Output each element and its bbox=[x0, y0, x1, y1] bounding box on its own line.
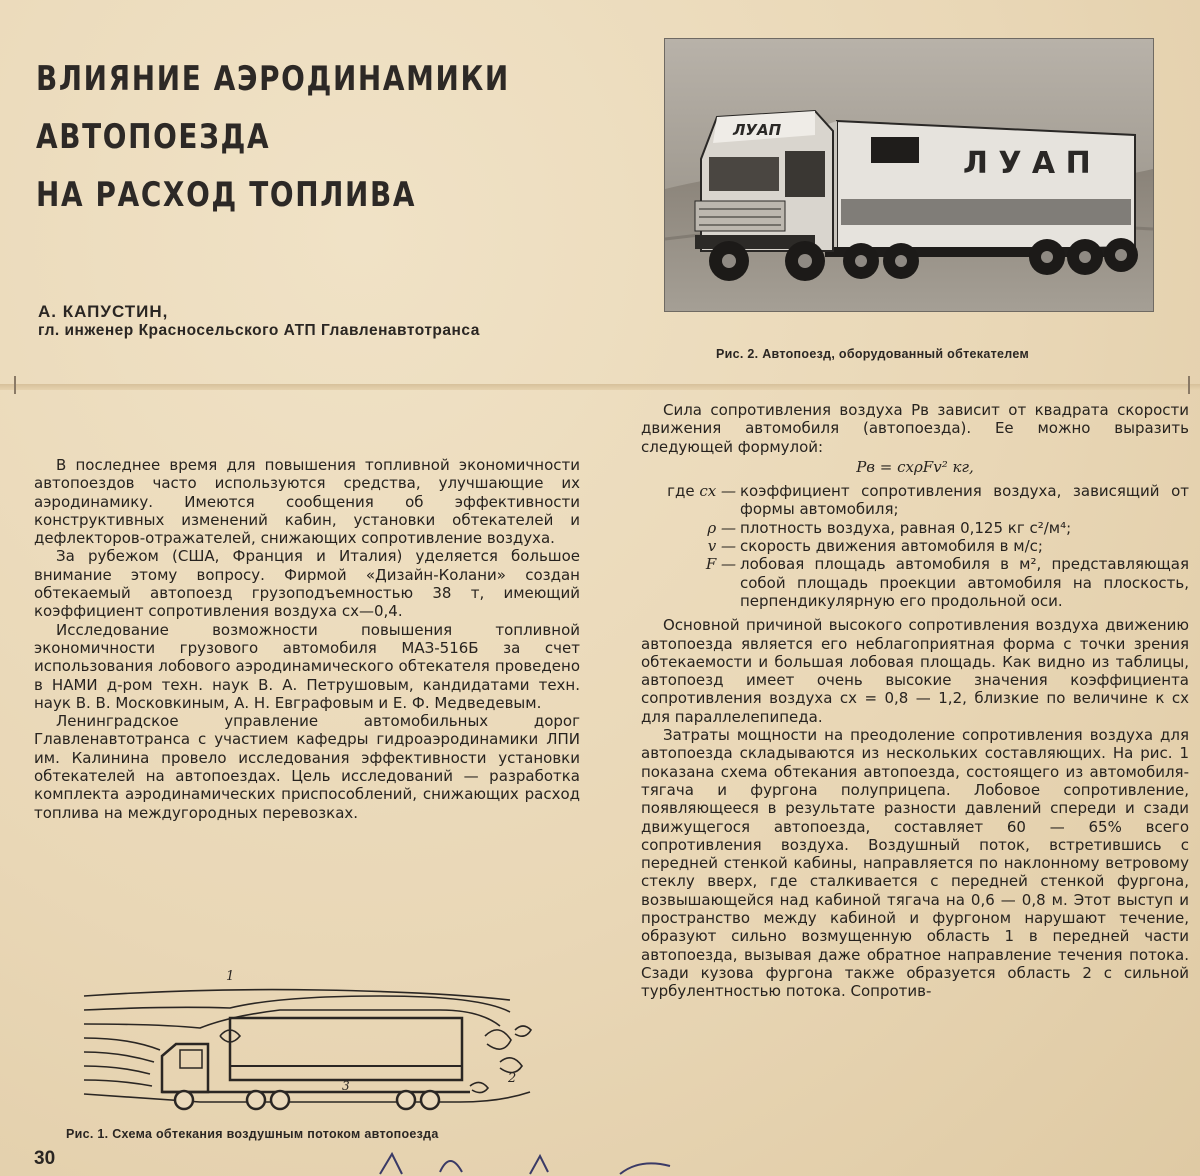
definition-symbol: v — bbox=[707, 537, 736, 556]
left-column bbox=[34, 456, 580, 822]
where-label: где bbox=[667, 482, 695, 501]
definition-text: лобовая площадь автомобиля в м², представляющая собой площадь проекции автомобиля на плоскость, перпендикулярную его продольной оси. bbox=[740, 555, 1189, 610]
formula: Pв = cxρFv² кг, bbox=[856, 457, 974, 476]
pen-mark bbox=[370, 1146, 690, 1176]
page-fold bbox=[0, 384, 1200, 390]
region-label: 2 bbox=[508, 1071, 517, 1086]
fold-mark bbox=[1188, 376, 1190, 394]
page-number: 30 bbox=[34, 1148, 56, 1169]
truck-photo-drawing bbox=[665, 39, 1153, 311]
truck-photo bbox=[664, 38, 1154, 312]
definition-item bbox=[641, 482, 1189, 519]
figure2-caption: Рис. 2. Автопоезд, оборудованный обтекателем bbox=[716, 347, 1029, 361]
definitions-list bbox=[641, 482, 1189, 610]
right-column bbox=[641, 401, 1189, 1001]
paragraph: За рубежом (США, Франция и Италия) уделяется большое внимание этому вопросу. Фирмой «Дизайн-Колани» создан обтекаемый автопоезд грузоподъемностью 38 т, имеющий коэффициент сопротивления воздуха cx—0,4. bbox=[34, 547, 580, 621]
author-affiliation: гл. инженер Красносельского АТП Главленавтотранса bbox=[38, 322, 480, 339]
definition-item bbox=[641, 537, 1189, 555]
title-line: ВЛИЯНИЕ АЭРОДИНАМИКИ bbox=[36, 59, 510, 99]
definition-item bbox=[641, 555, 1189, 610]
title-line: НА РАСХОД ТОПЛИВА bbox=[36, 175, 417, 215]
definition-text: плотность воздуха, равная 0,125 кг с²/м⁴; bbox=[740, 518, 1072, 537]
paragraph: Ленинградское управление автомобильных дорог Главленавтотранса с участием кафедры гидроаэродинамики ЛПИ им. Калинина провело исследования эффективности установки обтекателей на автопоездах. Цель исследований — разработка комплекта аэродинамических приспособлений, снижающих расход топлива на междугородных перевозках. bbox=[34, 712, 580, 822]
definition-symbol bbox=[641, 482, 740, 519]
paragraph: Основной причиной высокого сопротивления воздуха движению автопоезда является его неблагоприятная форма с точки зрения обтекаемости и большая лобовая площадь. Как видно из таблицы, автопоезд имеет очень высокие значения коэффициента сопротивления воздуха cx = 0,8 — 1,2, близкие по величине к cx для параллелепипеда. bbox=[641, 616, 1189, 726]
paragraph: В последнее время для повышения топливной экономичности автопоездов часто используются средства, улучшающие их аэродинамику. Имеются сообщения об эффективности конструктивных изменений кабин, установки обтекателей и дефлекторов-отражателей, снижающих сопротивление воздуха. bbox=[34, 456, 580, 548]
paragraph: Сила сопротивления воздуха Pв зависит от квадрата скорости движения автомобиля (автопоезда). Ее можно выразить следующей формулой: bbox=[641, 401, 1189, 456]
title-line: АВТОПОЕЗДА bbox=[36, 117, 271, 157]
definition-symbol: ρ — bbox=[707, 518, 736, 537]
paragraph: Затраты мощности на преодоление сопротивления воздуха для автопоезда складываются из нескольких составляющих. На рис. 1 показана схема обтекания автопоезда, состоящего из автомобиля-тягача и фургона полуприцепа. Лобовое сопротивление, появляющееся в результате разности давлений спереди и сзади движущегося автопоезда, составляет 60 — 65% всего сопротивления воздуха. Воздушный поток, встретившись с передней стенкой кабины, направляется по наклонному ветровому стеклу вверх, где сталкивается с передней стенкой фургона, возвышающейся над кабиной тягача на 0,6 — 0,8 м. Этот выступ и пространство между кабиной и фургоном нарушают течение, образуют сильно возмущенную область 1 в передней части автопоезда, вызывая даже обратное направление течения потока. Сзади кузова фургона также образуется область 2 с сильной турбулентностью потока. Сопротив- bbox=[641, 726, 1189, 1001]
fold-mark bbox=[14, 376, 16, 394]
region-label: 1 bbox=[226, 969, 235, 984]
paragraph: Исследование возможности повышения топливной экономичности грузового автомобиля МАЗ-516Б за счет использования лобового аэродинамического обтекателя проведено в НАМИ д-ром техн. наук В. А. Петрушовым, кандидатами техн. наук В. В. Московкиным, А. Н. Евграфовым и Е. Ф. Медведевым. bbox=[34, 620, 580, 712]
airflow-diagram bbox=[80, 966, 550, 1126]
author-name: А. КАПУСТИН, bbox=[38, 302, 169, 321]
region-label: 3 bbox=[342, 1079, 350, 1093]
airflow-diagram-drawing bbox=[80, 966, 550, 1126]
definition-text: скорость движения автомобиля в м/с; bbox=[740, 537, 1043, 556]
definition-symbol: F — bbox=[705, 555, 736, 574]
trailer-lettering: Л У А П bbox=[963, 146, 1091, 181]
symbol-text: cx — bbox=[699, 482, 736, 501]
article-title bbox=[36, 50, 510, 224]
cab-lettering: ЛУАП bbox=[733, 121, 782, 139]
definition-item bbox=[641, 519, 1189, 537]
definition-text: коэффициент сопротивления воздуха, зависящий от формы автомобиля; bbox=[740, 482, 1189, 519]
figure1-caption: Рис. 1. Схема обтекания воздушным потоком автопоезда bbox=[66, 1127, 439, 1141]
